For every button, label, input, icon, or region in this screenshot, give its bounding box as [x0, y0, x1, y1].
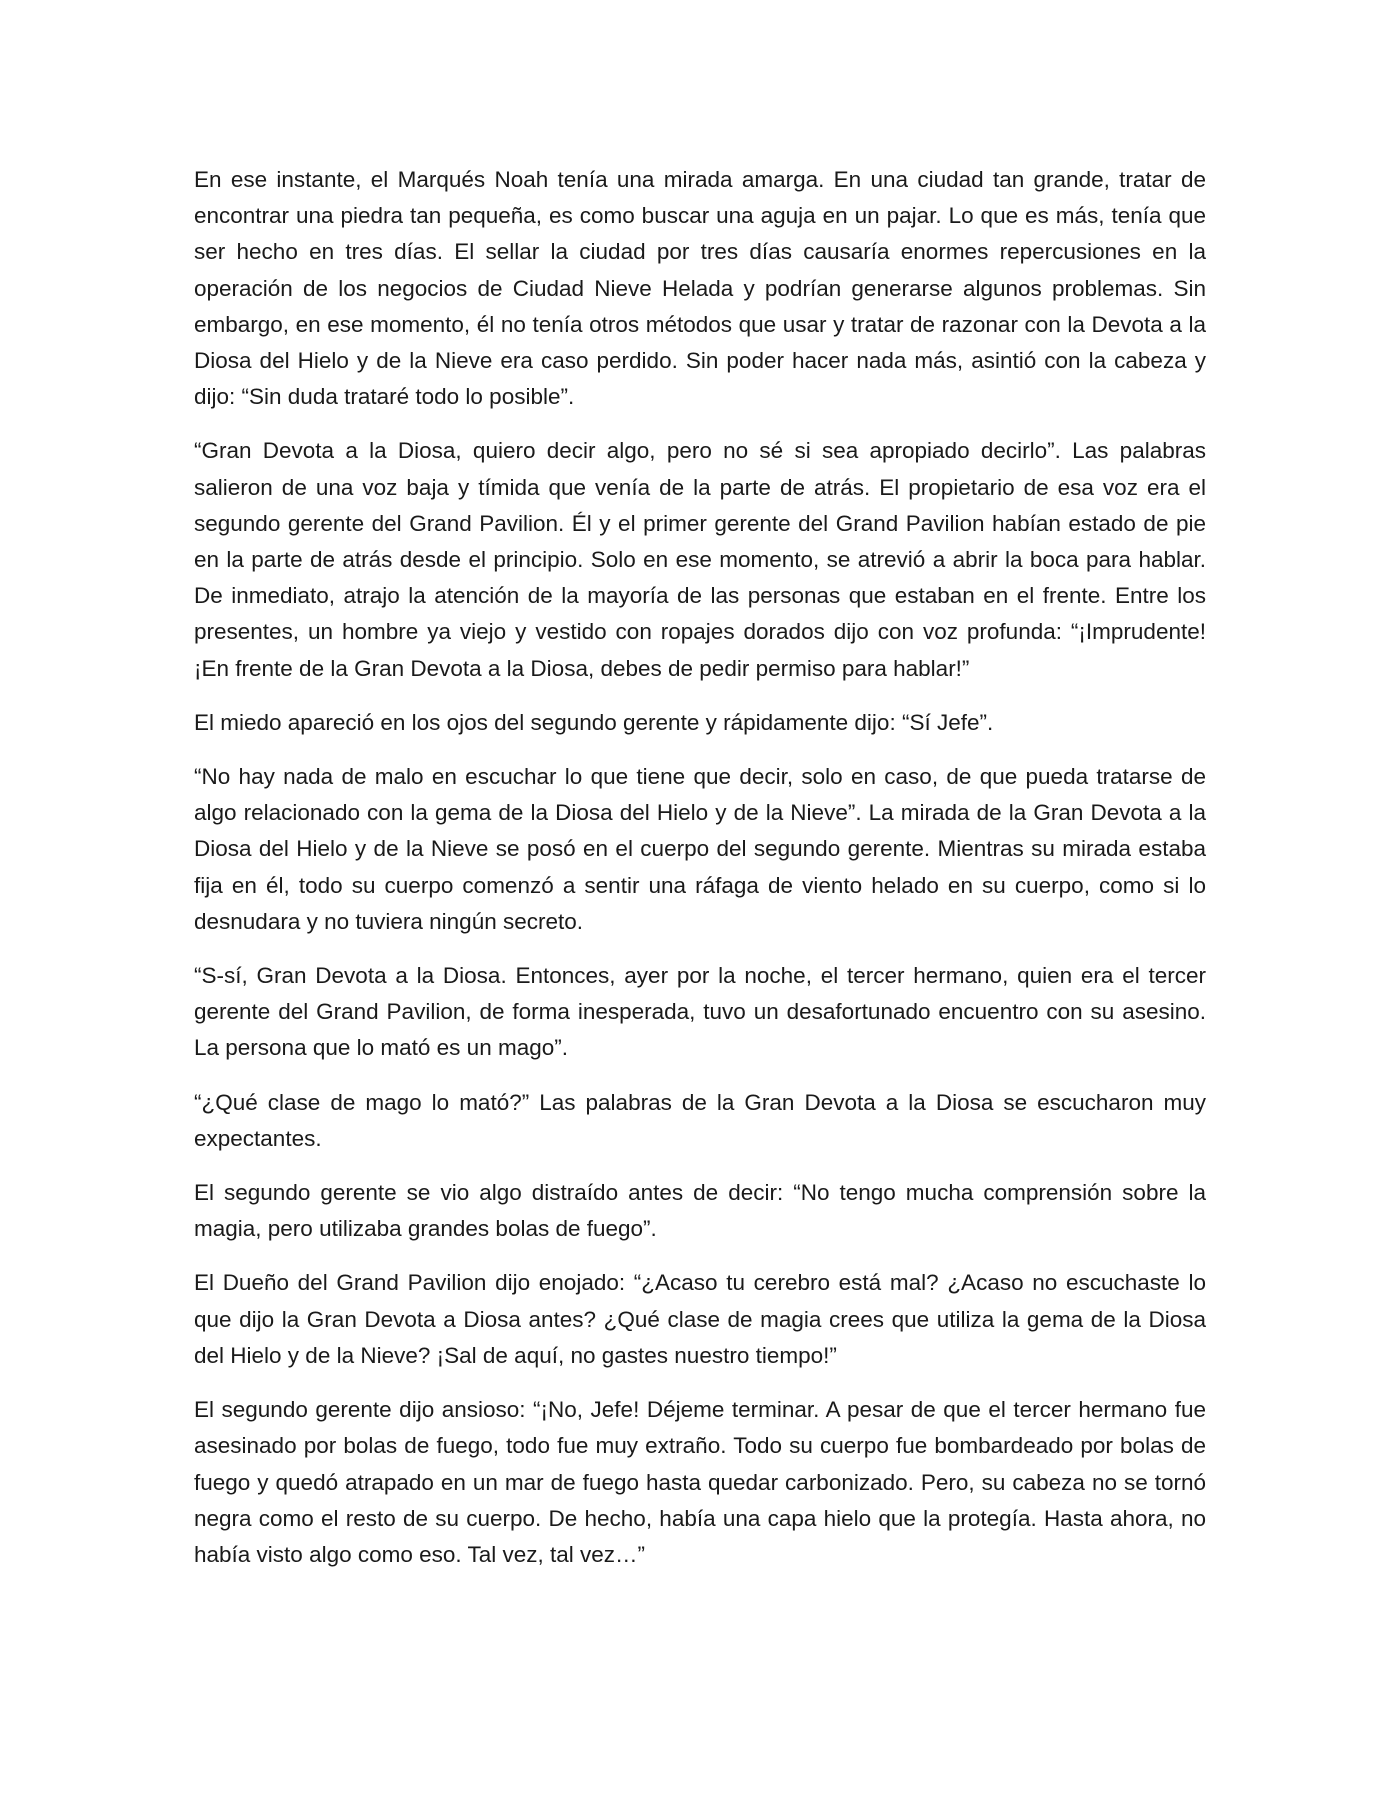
paragraph-8: El Dueño del Grand Pavilion dijo enojado: “¿Acaso tu cerebro está mal? ¿Acaso no escuchaste lo que dijo la Gran Devota a Diosa antes? ¿Qué clase de magia crees que utiliza la gema de la Diosa del Hielo y de la Nieve? ¡Sal de aquí, no gastes nuestro tiempo!” [194, 1270, 1206, 1368]
document-page [194, 162, 1206, 1591]
paragraph-9: El segundo gerente dijo ansioso: “¡No, Jefe! Déjeme terminar. A pesar de que el tercer hermano fue asesinado por bolas de fuego, todo fue muy extraño. Todo su cuerpo fue bombardeado por bolas de fuego y quedó atrapado en un mar de fuego hasta quedar carbonizado. Pero, su cabeza no se tornó negra como el resto de su cuerpo. De hecho, había una capa hielo que la protegía. Hasta ahora, no había visto algo como eso. Tal vez, tal vez…” [194, 1397, 1206, 1567]
paragraph-3: El miedo apareció en los ojos del segundo gerente y rápidamente dijo: “Sí Jefe”. [194, 709, 994, 735]
paragraph-1: En ese instante, el Marqués Noah tenía una mirada amarga. En una ciudad tan grande, tratar de encontrar una piedra tan pequeña, es como buscar una aguja en un pajar. Lo que es más, tenía que ser hecho en tres días. El sellar la ciudad por tres días causaría enormes repercusiones en la operación de los negocios de Ciudad Nieve Helada y podrían generarse algunos problemas. Sin embargo, en ese momento, él no tenía otros métodos que usar y tratar de razonar con la Devota a la Diosa del Hielo y de la Nieve era caso perdido. Sin poder hacer nada más, asintió con la cabeza y dijo: “Sin duda trataré todo lo posible”. [194, 167, 1206, 410]
paragraph-7: El segundo gerente se vio algo distraído antes de decir: “No tengo mucha comprensión sobre la magia, pero utilizaba grandes bolas de fuego”. [194, 1180, 1206, 1242]
paragraph-4: “No hay nada de malo en escuchar lo que tiene que decir, solo en caso, de que pueda tratarse de algo relacionado con la gema de la Diosa del Hielo y de la Nieve”. La mirada de la Gran Devota a la Diosa del Hielo y de la Nieve se posó en el cuerpo del segundo gerente. Mientras su mirada estaba fija en él, todo su cuerpo comenzó a sentir una ráfaga de viento helado en su cuerpo, como si lo desnudara y no tuviera ningún secreto. [194, 764, 1206, 934]
paragraph-6: “¿Qué clase de mago lo mató?” Las palabras de la Gran Devota a la Diosa se escucharon muy expectantes. [194, 1089, 1206, 1151]
paragraph-5: “S-sí, Gran Devota a la Diosa. Entonces, ayer por la noche, el tercer hermano, quien era el tercer gerente del Grand Pavilion, de forma inesperada, tuvo un desafortunado encuentro con su asesino. La persona que lo mató es un mago”. [194, 963, 1206, 1061]
paragraph-2: “Gran Devota a la Diosa, quiero decir algo, pero no sé si sea apropiado decirlo”. Las palabras salieron de una voz baja y tímida que venía de la parte de atrás. El propietario de esa voz era el segundo gerente del Grand Pavilion. Él y el primer gerente del Grand Pavilion habían estado de pie en la parte de atrás desde el principio. Solo en ese momento, se atrevió a abrir la boca para hablar. De inmediato, atrajo la atención de la mayoría de las personas que estaban en el frente. Entre los presentes, un hombre ya viejo y vestido con ropajes dorados dijo con voz profunda: “¡Imprudente! ¡En frente de la Gran Devota a la Diosa, debes de pedir permiso para hablar!” [194, 438, 1206, 681]
